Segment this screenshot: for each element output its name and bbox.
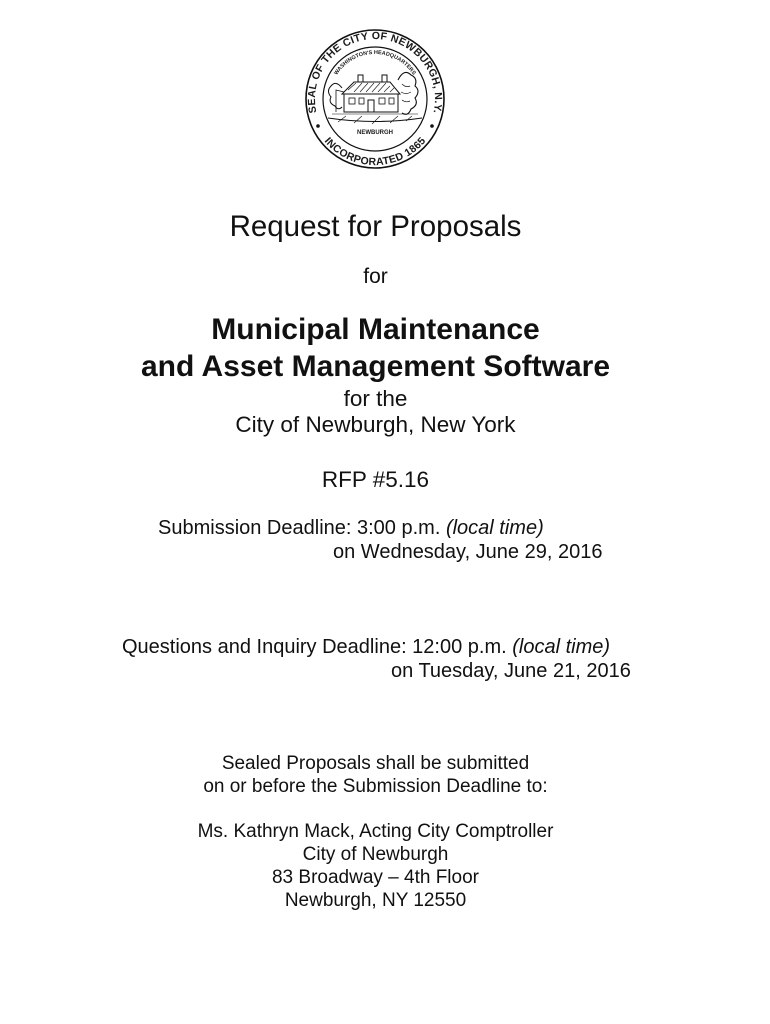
for-label: for bbox=[363, 265, 388, 288]
instructions-line-1: Sealed Proposals shall be submitted bbox=[221, 753, 530, 774]
city-name: City of Newburgh, New York bbox=[235, 412, 516, 437]
address-org: City of Newburgh bbox=[302, 844, 449, 865]
address-street: 83 Broadway – 4th Floor bbox=[271, 867, 479, 888]
submission-deadline-label: Submission Deadline: 3:00 p.m. bbox=[158, 517, 441, 539]
questions-deadline-note: (local time) bbox=[512, 636, 611, 658]
seal-top-text: SEAL OF THE CITY OF NEWBURGH, N.Y. bbox=[305, 30, 445, 115]
seal-house-illustration bbox=[328, 72, 422, 124]
city-seal bbox=[302, 28, 448, 170]
seal-inner-top-text: WASHINGTON'S HEADQUARTERS bbox=[333, 49, 417, 77]
address-name: Ms. Kathryn Mack, Acting City Comptroller bbox=[197, 821, 554, 842]
submission-deadline bbox=[158, 517, 544, 540]
address-city-state-zip: Newburgh, NY 12550 bbox=[284, 890, 467, 911]
submission-deadline-note: (local time) bbox=[445, 517, 544, 539]
instructions-line-2: on or before the Submission Deadline to: bbox=[203, 776, 548, 797]
questions-deadline bbox=[122, 636, 610, 659]
submission-deadline-date: on Wednesday, June 29, 2016 bbox=[333, 541, 603, 563]
seal-inner-bottom-text: NEWBURGH bbox=[357, 130, 393, 136]
questions-deadline-label: Questions and Inquiry Deadline: 12:00 p.m. bbox=[122, 636, 507, 658]
for-the-label: for the bbox=[343, 386, 408, 411]
subject-line-2: and Asset Management Software bbox=[141, 350, 610, 383]
seal-bottom-text: INCORPORATED 1865 bbox=[321, 135, 429, 169]
questions-deadline-date: on Tuesday, June 21, 2016 bbox=[391, 660, 631, 682]
seal-dot-right bbox=[430, 124, 434, 128]
subject-line-1: Municipal Maintenance bbox=[211, 313, 540, 346]
seal-dot-left bbox=[316, 124, 320, 128]
rfp-number: RFP #5.16 bbox=[321, 467, 430, 492]
document-title: Request for Proposals bbox=[229, 210, 522, 243]
